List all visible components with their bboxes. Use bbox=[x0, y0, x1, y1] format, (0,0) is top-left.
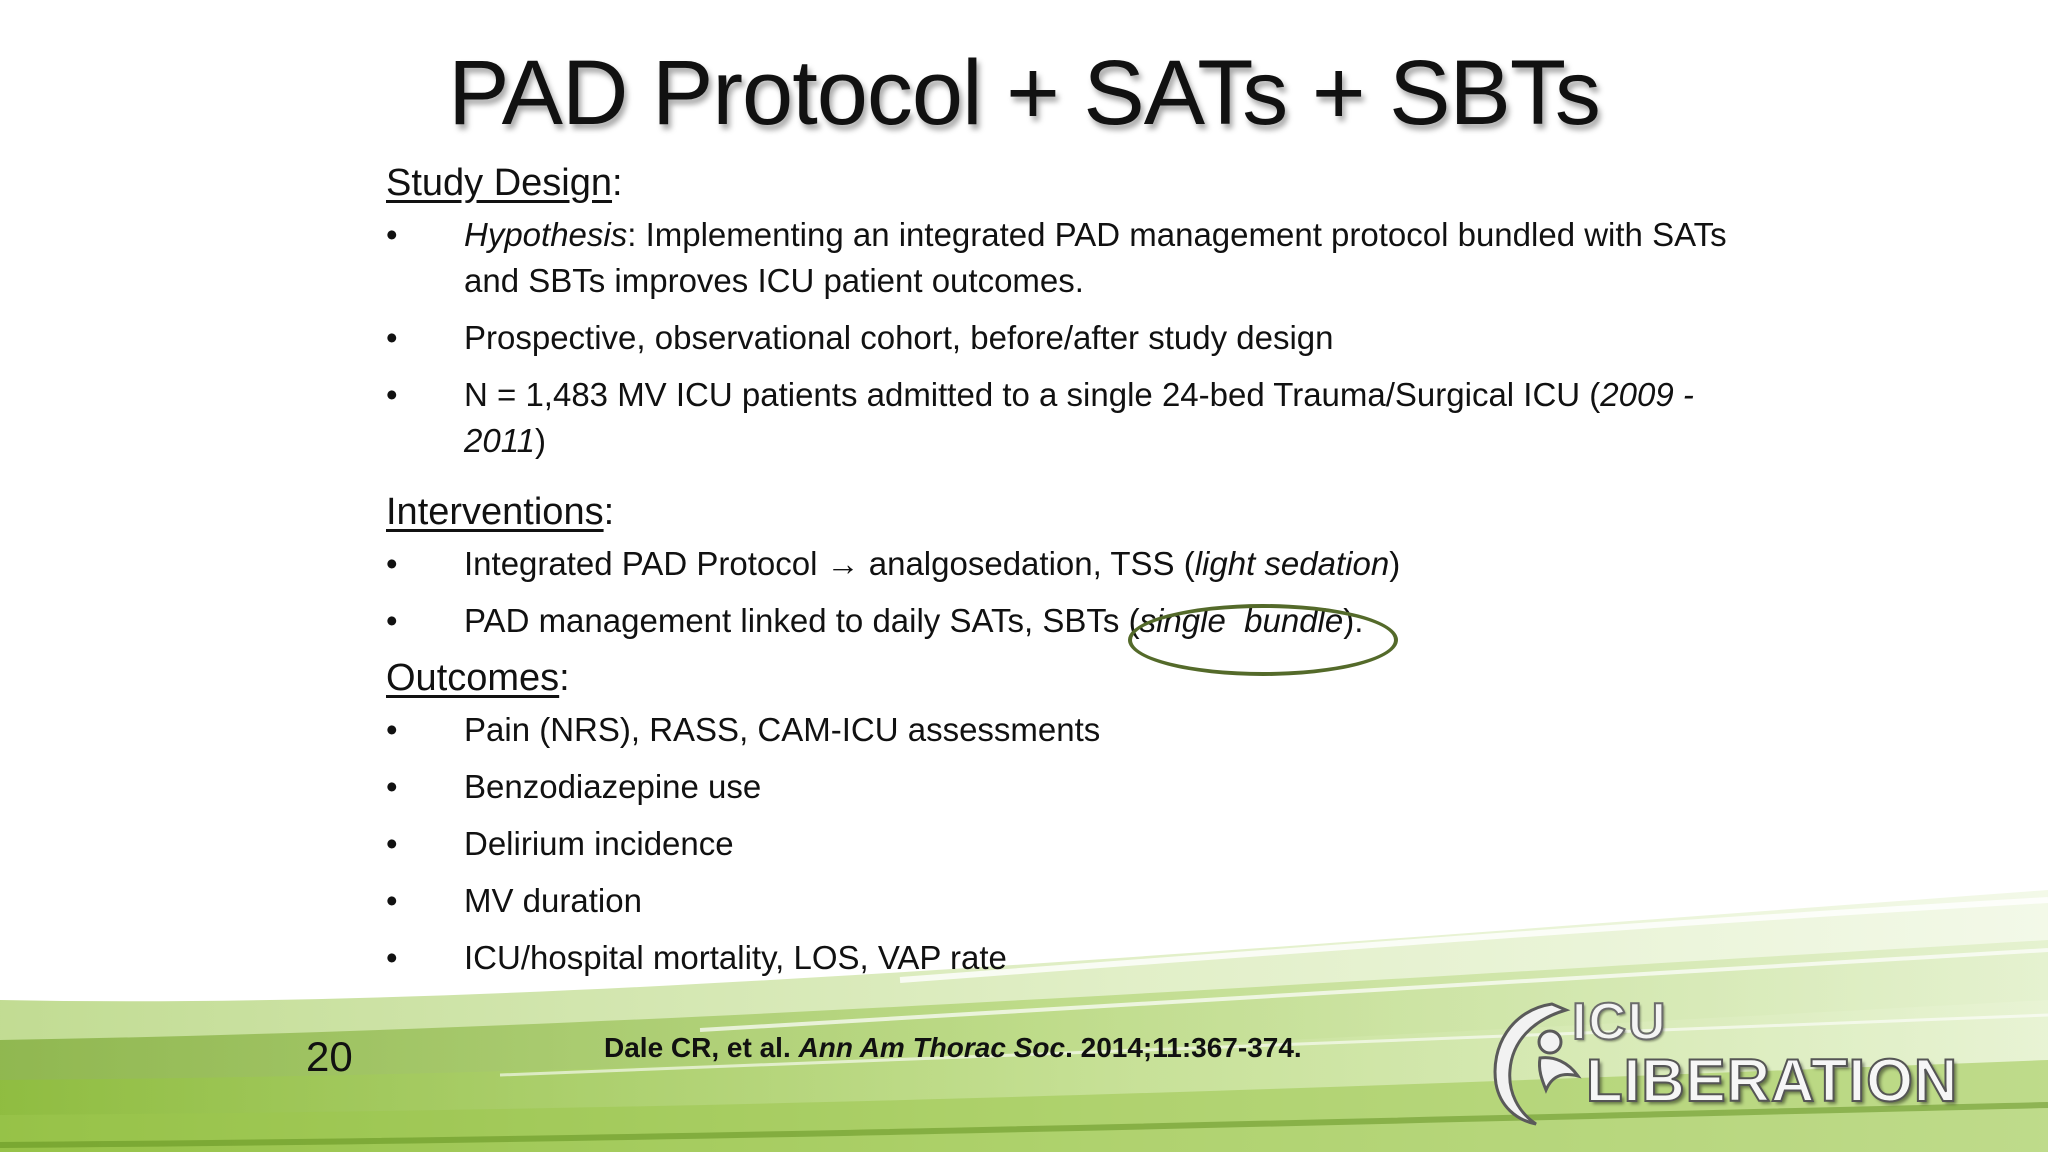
citation-journal: Ann Am Thorac Soc bbox=[798, 1032, 1066, 1063]
bullet-icon: • bbox=[386, 216, 398, 253]
interventions-heading-colon: : bbox=[603, 491, 615, 533]
intervention-text-end: ) bbox=[1389, 545, 1401, 582]
design-text: Prospective, observational cohort, before/after study design bbox=[464, 319, 1334, 356]
list-item bbox=[386, 821, 1746, 867]
hypothesis-text: : Implementing an integrated PAD management protocol bundled with SATs and SBTs improves ICU patient outcomes. bbox=[464, 216, 1727, 299]
intervention-emphasis: single bundle bbox=[1139, 602, 1344, 639]
study-design-heading-text: Study Design bbox=[386, 162, 613, 204]
intervention-text: PAD management linked to daily SATs, SBTs ( bbox=[464, 602, 1140, 639]
list-item bbox=[386, 878, 1746, 924]
bullet-icon: • bbox=[386, 882, 398, 919]
logo-text-liberation: LIBERATION bbox=[1586, 1047, 1959, 1114]
slide-content bbox=[386, 160, 1746, 992]
bullet-icon: • bbox=[386, 939, 398, 976]
study-design-list bbox=[386, 212, 1746, 464]
list-item bbox=[386, 315, 1746, 361]
section-heading-study-design bbox=[386, 160, 1746, 206]
icu-liberation-logo bbox=[1482, 993, 1972, 1128]
highlight-circle bbox=[1128, 604, 1398, 676]
citation bbox=[604, 1030, 1302, 1066]
hypothesis-label: Hypothesis bbox=[464, 216, 628, 253]
page-number: 20 bbox=[306, 1033, 353, 1080]
bullet-icon: • bbox=[386, 768, 398, 805]
list-item bbox=[386, 212, 1746, 304]
list-item bbox=[386, 935, 1746, 981]
bullet-icon: • bbox=[386, 376, 398, 413]
outcomes-heading-colon: : bbox=[559, 657, 570, 699]
list-item bbox=[386, 372, 1746, 464]
bullet-icon: • bbox=[386, 602, 398, 639]
bullet-icon: • bbox=[386, 319, 398, 356]
bullet-icon: • bbox=[386, 545, 398, 582]
slide-title: PAD Protocol + SATs + SBTs bbox=[448, 42, 1600, 144]
list-item bbox=[386, 764, 1746, 810]
list-item bbox=[386, 541, 1746, 587]
section-heading-outcomes bbox=[386, 655, 1746, 701]
citation-authors: Dale CR, et al. bbox=[604, 1032, 799, 1063]
outcomes-heading-text: Outcomes bbox=[386, 657, 560, 699]
intervention-emphasis: light sedation bbox=[1194, 545, 1390, 582]
intervention-text-end: ). bbox=[1343, 602, 1364, 639]
interventions-list bbox=[386, 541, 1746, 644]
study-design-heading-colon: : bbox=[612, 162, 623, 204]
outcome-text: Pain (NRS), RASS, CAM-ICU assessments bbox=[464, 711, 1101, 748]
interventions-heading-text: Interventions bbox=[386, 491, 604, 533]
citation-details: . 2014;11:367-374. bbox=[1065, 1032, 1302, 1063]
list-item bbox=[386, 707, 1746, 753]
population-text-end: ) bbox=[534, 422, 546, 459]
outcome-text: Benzodiazepine use bbox=[464, 768, 762, 805]
population-years: 2009 - 2011 bbox=[464, 376, 1694, 459]
outcome-text: ICU/hospital mortality, LOS, VAP rate bbox=[464, 939, 1007, 976]
bullet-icon: • bbox=[386, 825, 398, 862]
section-heading-interventions bbox=[386, 489, 1746, 535]
bullet-icon: • bbox=[386, 711, 398, 748]
list-item bbox=[386, 598, 1746, 644]
outcome-text: Delirium incidence bbox=[464, 825, 734, 862]
logo-text-icu: ICU bbox=[1572, 993, 1668, 1051]
population-text: N = 1,483 MV ICU patients admitted to a single 24-bed Trauma/Surgical ICU ( bbox=[464, 376, 1601, 413]
intervention-text: Integrated PAD Protocol → analgosedation, TSS ( bbox=[464, 545, 1195, 582]
outcome-text: MV duration bbox=[464, 882, 642, 919]
outcomes-list bbox=[386, 707, 1746, 981]
